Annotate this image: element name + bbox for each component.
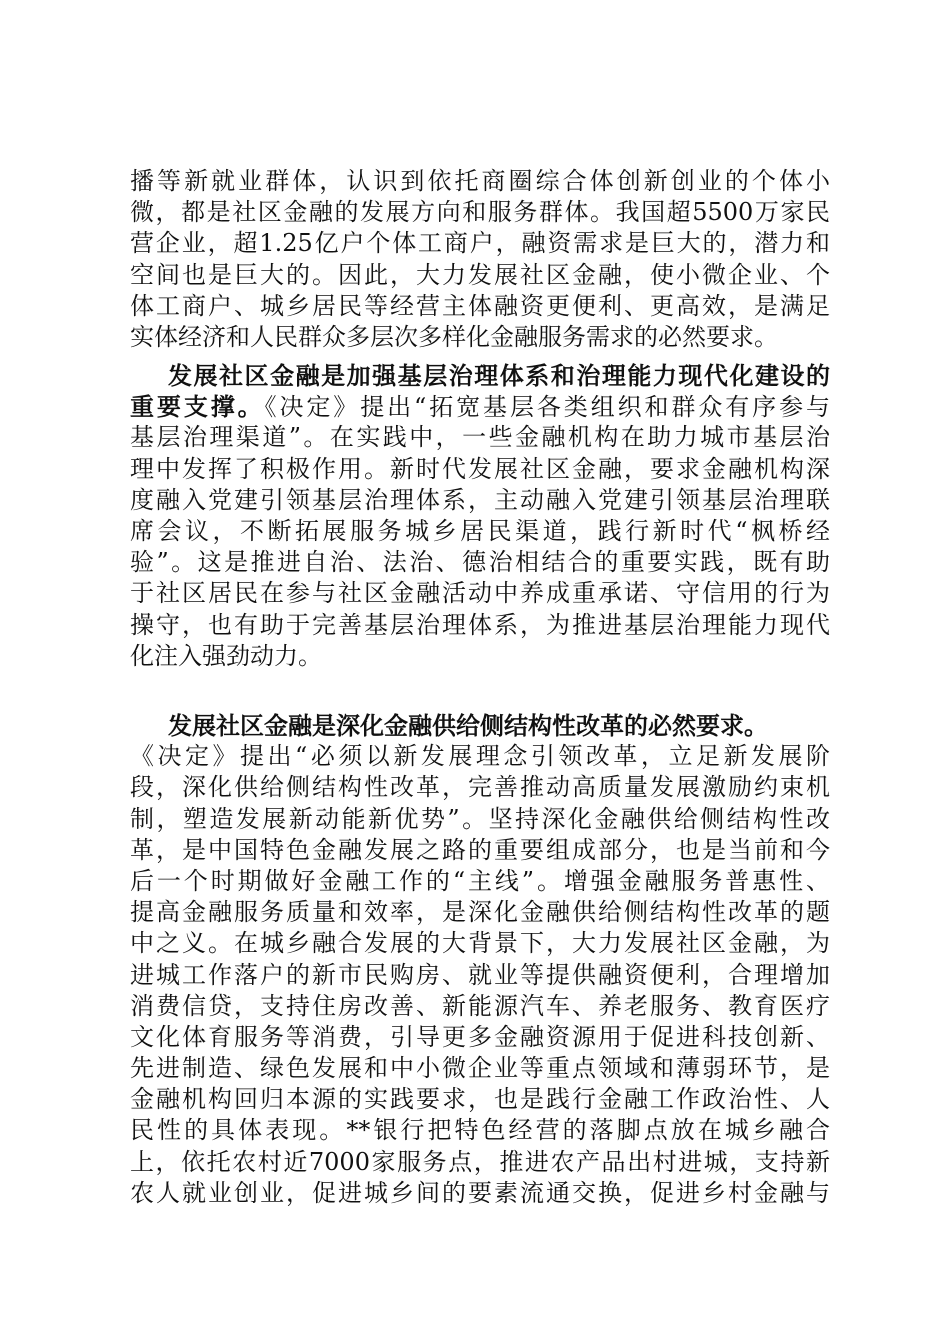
text-line: 化注入强劲动力。 <box>130 641 322 670</box>
text-line: 《决定》提出“必须以新发展理念引领改革，立足新发展阶 <box>130 742 830 771</box>
text-line: 提高金融服务质量和效率，是深化金融供给侧结构性改革的题 <box>130 898 830 927</box>
text-line: 段，深化供给侧结构性改革，完善推动高质量发展激励约束机 <box>130 773 830 802</box>
text-line: 上，依托农村近7000家服务点，推进农产品出村进城，支持新 <box>130 1147 830 1176</box>
text-line: 理中发挥了积极作用。新时代发展社区金融，要求金融机构深 <box>130 454 830 483</box>
text-line: 于社区居民在参与社区金融活动中养成重承诺、守信用的行为 <box>130 579 830 608</box>
text-line: 实体经济和人民群众多层次多样化金融服务需求的必然要求。 <box>130 322 778 351</box>
text-line: 进城工作落户的新市民购房、就业等提供融资便利，合理增加 <box>130 960 830 989</box>
text-line: 民性的具体表现。**银行把特色经营的落脚点放在城乡融合 <box>130 1116 830 1145</box>
paragraph-1 <box>130 166 830 353</box>
paragraph-heading-line: 发展社区金融是深化金融供给侧结构性改革的必然要求。 <box>168 711 768 740</box>
text-line: 后一个时期做好金融工作的“主线”。增强金融服务普惠性、 <box>130 866 830 895</box>
text-line: 席会议，不断拓展服务城乡居民渠道，践行新时代“枫桥经 <box>130 516 830 545</box>
text-line: 度融入党建引领基层治理体系，主动融入党建引领基层治理联 <box>130 485 830 514</box>
text-line: 先进制造、绿色发展和中小微企业等重点领域和薄弱环节，是 <box>130 1054 830 1083</box>
text-line: 中之义。在城乡融合发展的大背景下，大力发展社区金融，为 <box>130 929 830 958</box>
text-line: 基层治理渠道”。在实践中，一些金融机构在助力城市基层治 <box>130 423 830 452</box>
text-line: 操守，也有助于完善基层治理体系，为推进基层治理能力现代 <box>130 610 830 639</box>
text-line: 微，都是社区金融的发展方向和服务群体。我国超5500万家民 <box>130 198 830 227</box>
text-line: 制，塑造发展新动能新优势”。坚持深化金融供给侧结构性改 <box>130 804 830 833</box>
paragraph-3 <box>130 710 830 1209</box>
text-line: 播等新就业群体，认识到依托商圈综合体创新创业的个体小 <box>130 167 830 195</box>
text-line: 营企业，超1.25亿户个体工商户，融资需求是巨大的，潜力和 <box>130 229 830 258</box>
paragraph-heading-line: 发展社区金融是加强基层治理体系和治理能力现代化建设的 <box>168 361 830 390</box>
text-line <box>130 391 830 422</box>
text-line: 文化体育服务等消费，引导更多金融资源用于促进科技创新、 <box>130 1022 830 1051</box>
paragraph-heading-tail: 重要支撑。 <box>130 392 265 422</box>
paragraph-2 <box>130 360 830 672</box>
text-run: 《决定》提出“拓宽基层各类组织和群众有序参与 <box>264 393 830 422</box>
text-line: 消费信贷，支持住房改善、新能源汽车、养老服务、教育医疗 <box>130 991 830 1020</box>
text-line: 农人就业创业，促进城乡间的要素流通交换，促进乡村金融与 <box>130 1178 830 1207</box>
text-line: 验”。这是推进自治、法治、德治相结合的重要实践，既有助 <box>130 548 830 577</box>
text-line: 金融机构回归本源的实践要求，也是践行金融工作政治性、人 <box>130 1085 830 1114</box>
text-line: 革，是中国特色金融发展之路的重要组成部分，也是当前和今 <box>130 835 830 864</box>
text-line: 体工商户、城乡居民等经营主体融资更便利、更高效，是满足 <box>130 291 830 320</box>
text-line: 空间也是巨大的。因此，大力发展社区金融，使小微企业、个 <box>130 260 830 289</box>
